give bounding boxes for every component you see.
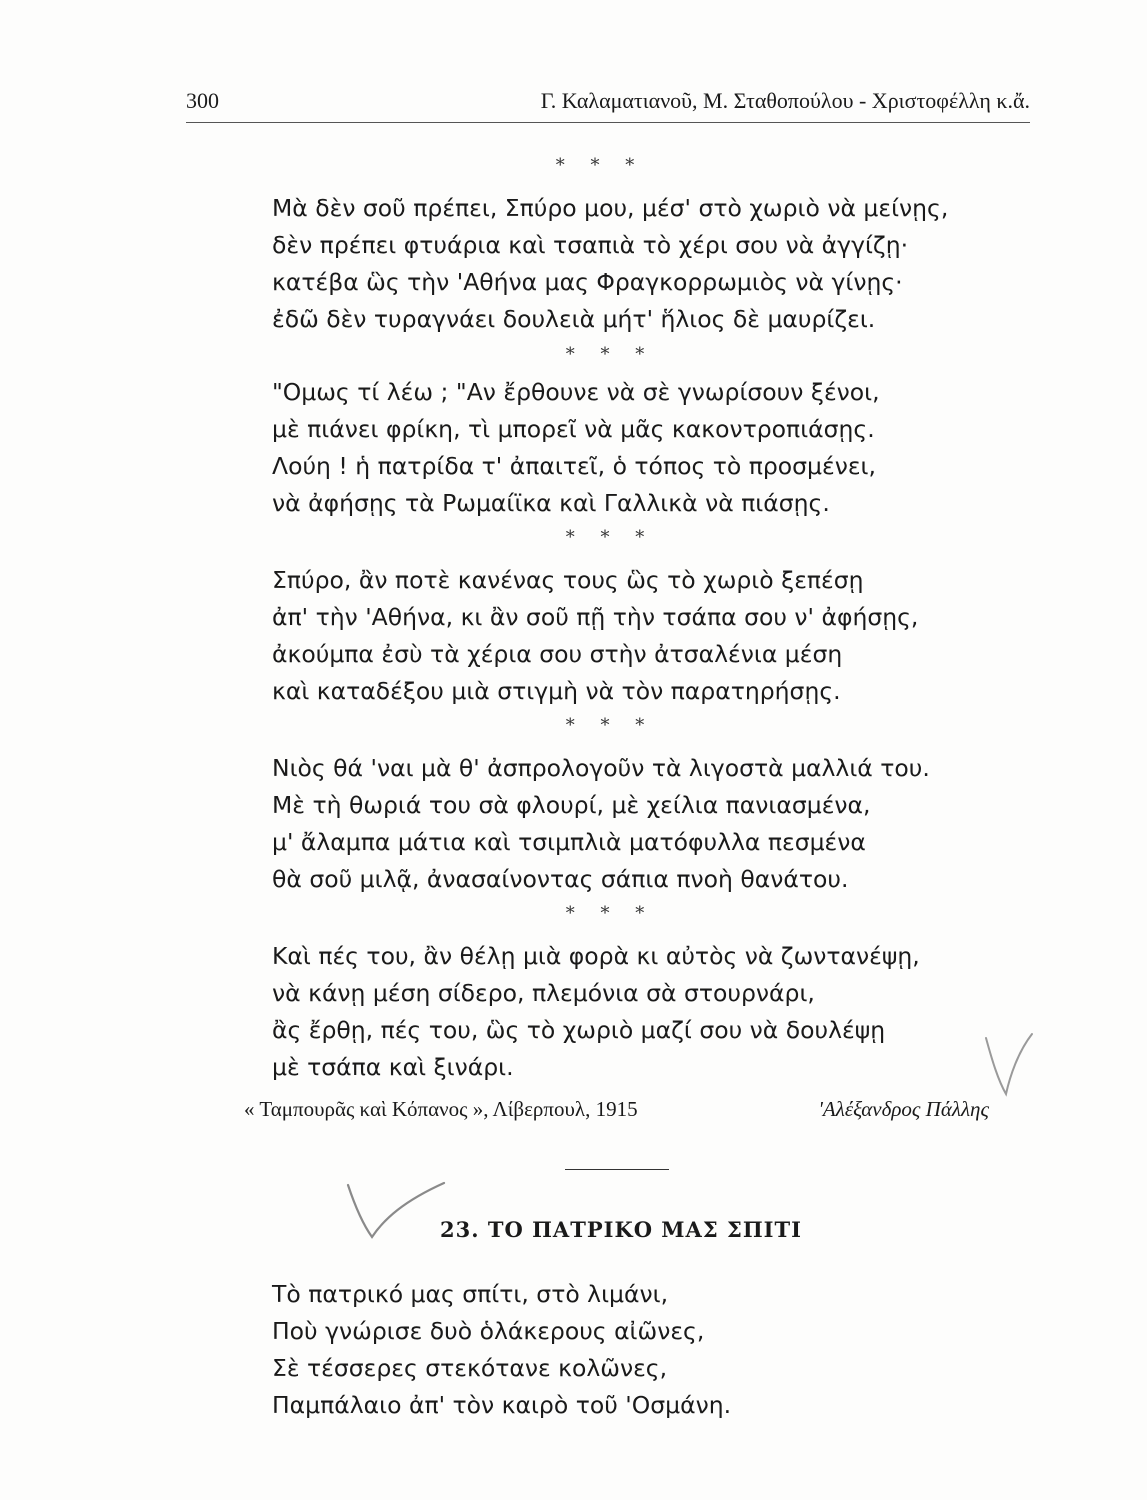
- section-title: 23. ΤΟ ΠΑΤΡΙΚΟ ΜΑΣ ΣΠΙΤΙ: [440, 1217, 802, 1242]
- poem-line: νὰ ἀφήσῃς τὰ Ρωμαίϊκα καὶ Γαλλικὰ νὰ πιάσῃς.: [272, 489, 830, 517]
- pencil-check-mark-icon: [980, 1030, 1040, 1100]
- poem-line: κατέβα ὣς τὴν 'Αθήνα μας Φραγκορρωμιὸς νὰ γίνῃς·: [272, 268, 903, 296]
- stanza-1: [272, 190, 948, 338]
- section-divider: [565, 1169, 669, 1170]
- poem-line: Τὸ πατρικό μας σπίτι, στὸ λιμάνι,: [272, 1280, 669, 1308]
- poem-line: Καὶ πές του, ἂν θέλῃ μιὰ φορὰ κι αὐτὸς νὰ ζωντανέψῃ,: [272, 942, 920, 970]
- header-rule: [186, 122, 1030, 123]
- poem-line: Ποὺ γνώρισε δυὸ ὁλάκερους αἰῶνες,: [272, 1317, 705, 1345]
- stanza-5: [272, 938, 920, 1086]
- page-number: 300: [186, 88, 219, 113]
- stanza-separator: * * *: [565, 715, 655, 736]
- poem-line: Μὰ δὲν σοῦ πρέπει, Σπύρο μου, μέσ' στὸ χωριὸ νὰ μείνῃς,: [272, 194, 949, 222]
- attribution-source: « Ταμπουρᾶς καὶ Κόπανος », Λίβερπουλ, 1915: [244, 1097, 638, 1121]
- poem-line: μὲ τσάπα καὶ ξινάρι.: [272, 1053, 514, 1081]
- poem-attribution: [244, 1097, 989, 1127]
- poem-line: ἂς ἔρθῃ, πές του, ὣς τὸ χωριὸ μαζί σου νὰ δουλέψῃ: [272, 1016, 886, 1044]
- poem-line: Μὲ τὴ θωριά του σὰ φλουρί, μὲ χείλια πανιασμένα,: [272, 791, 871, 819]
- poem-line: "Ομως τί λέω ; "Αν ἔρθουνε νὰ σὲ γνωρίσουν ξένοι,: [272, 378, 880, 406]
- poem-line: ἀκούμπα ἐσὺ τὰ χέρια σου στὴν ἀτσαλένια μέση: [272, 640, 843, 668]
- poem-line: μὲ πιάνει φρίκη, τὶ μπορεῖ νὰ μᾶς κακοντροπιάσῃς.: [272, 415, 875, 443]
- poem-line: Σπύρο, ἂν ποτὲ κανένας τους ὣς τὸ χωριὸ ξεπέσῃ: [272, 566, 864, 594]
- stanza-2: [272, 374, 880, 522]
- poem-line: ἀπ' τὴν 'Αθήνα, κι ἂν σοῦ πῇ τὴν τσάπα σου ν' ἀφήσῃς,: [272, 603, 919, 631]
- poem-line: Σὲ τέσσερες στεκότανε κολῶνες,: [272, 1354, 668, 1382]
- poem-line: ἐδῶ δὲν τυραγνάει δουλειὰ μήτ' ἥλιος δὲ μαυρίζει.: [272, 305, 876, 333]
- stanza-separator: * * *: [565, 903, 655, 924]
- page-header: [186, 86, 1030, 122]
- running-head: Γ. Καλαματιανοῦ, Μ. Σταθοπούλου - Χριστοφέλλη κ.ἄ.: [540, 88, 1030, 113]
- stanza-4: [272, 750, 930, 898]
- poem-line: μ' ἄλαμπα μάτια καὶ τσιμπλιὰ ματόφυλλα πεσμένα: [272, 828, 866, 856]
- poem-line: θὰ σοῦ μιλᾷ, ἀνασαίνοντας σάπια πνοὴ θανάτου.: [272, 865, 849, 893]
- poem-line: καὶ καταδέξου μιὰ στιγμὴ νὰ τὸν παρατηρήσῃς.: [272, 677, 841, 705]
- poem-line: δὲν πρέπει φτυάρια καὶ τσαπιὰ τὸ χέρι σου νὰ ἀγγίζῃ·: [272, 231, 909, 259]
- attribution-author: 'Αλέξανδρος Πάλλης: [818, 1097, 989, 1121]
- section-stanza: [272, 1276, 731, 1424]
- poem-line: Λούη ! ἡ πατρίδα τ' ἀπαιτεῖ, ὁ τόπος τὸ προσμένει,: [272, 452, 876, 480]
- poem-line: νὰ κάνῃ μέση σίδερο, πλεμόνια σὰ στουρνάρι,: [272, 979, 815, 1007]
- stanza-separator: * * *: [565, 527, 655, 548]
- stanza-separator: * * *: [555, 155, 645, 176]
- poem-line: Παμπάλαιο ἀπ' τὸν καιρὸ τοῦ 'Οσμάνη.: [272, 1391, 732, 1419]
- poem-line: Νιὸς θά 'ναι μὰ θ' ἀσπρολογοῦν τὰ λιγοστὰ μαλλιά του.: [272, 754, 930, 782]
- pencil-check-mark-icon: [340, 1175, 450, 1245]
- stanza-separator: * * *: [565, 344, 655, 365]
- stanza-3: [272, 562, 918, 710]
